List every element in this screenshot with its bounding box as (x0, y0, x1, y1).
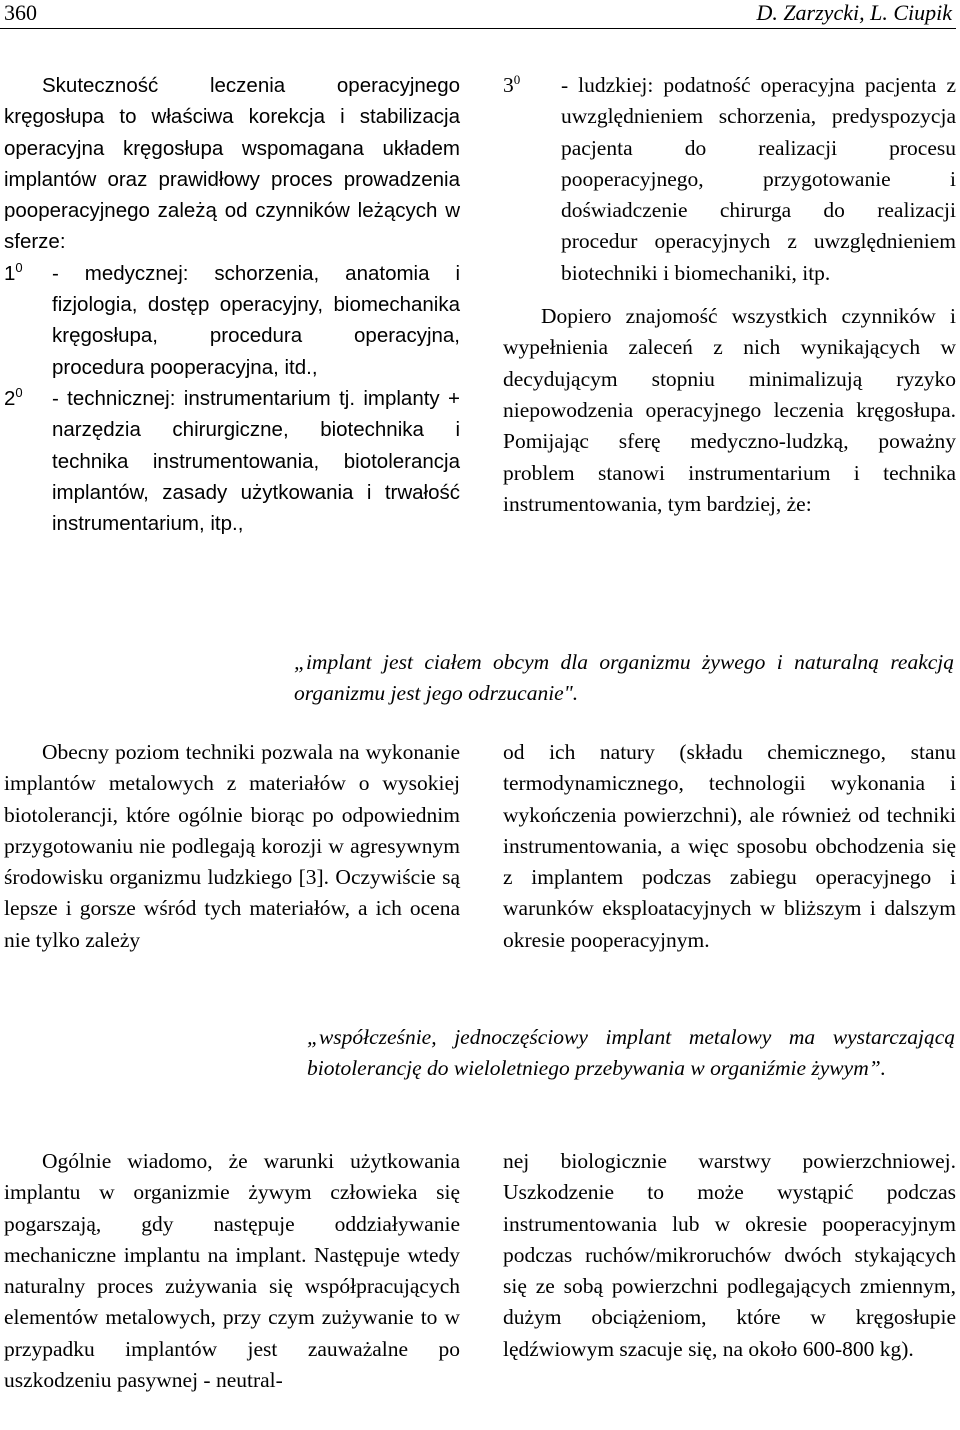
list-label: $1^0$ (4, 259, 23, 285)
list-item-text: - ludzkiej: podatność operacyjna pacjenta z uwzględnieniem schorzenia, predyspozycja pacjenta do realizacji procesu pooperacyjnego, przygotowanie i doświadczenie chirurga do realizacji procedur operacyjnych z uwzględnieniem biotechniki i biomechaniki, itp. (561, 73, 956, 285)
list-item-text: - technicznej: instrumentarium tj. implanty + narzędzia chirurgiczne, biotechnika i technika instrumentowania, biotolerancja implantów, zasady użytkowania i trwałość instrumentarium, itp., (52, 386, 460, 536)
list-item-technical (4, 383, 460, 539)
list-label: $2^0$ (4, 385, 23, 410)
list-label: $3^0$ (503, 71, 521, 97)
paragraph-continued: od ich natury (składu chemicznego, stanu termodynamicznego, technologii wykonania i wykończenia powierzchni), ale również od techniki instrumentowania, a więc sposobu obchodzenia się z implantem podczas zabiegu operacyjnego i warunków eksploatacyjnych w bliższym i dalszym okresie pooperacyjnym. (503, 740, 956, 952)
bottom-right-column (503, 1146, 956, 1365)
right-column-top (503, 70, 956, 520)
middle-left-column (4, 737, 460, 956)
middle-right-column (503, 737, 956, 956)
running-head-authors: D. Zarzycki, L. Ciupik (756, 0, 952, 25)
page-header (0, 0, 956, 29)
quote-biotolerance: „współcześnie, jednoczęściowy implant metalowy ma wystarczającą biotolerancję do wieloletniego przebywania w organiźmie żywym”. (307, 1025, 955, 1080)
paragraph-ogolnie-wiadomo: Ogólnie wiadomo, że warunki użytkowania implantu w organizmie żywym człowieka się pogarszają, gdy następuje oddziaływanie mechaniczne implantu na implant. Następuje wtedy naturalny proces zużywania się współpracujących elementów metalowych, przy czym zużywanie to w przypadku implantów jest zauważalne po uszkodzeniu pasywnej - neutral- (4, 1149, 460, 1393)
left-column-top (4, 70, 460, 539)
paragraph-continued-bottom: nej biologicznie warstwy powierzchniowej. Uszkodzenie to może wystąpić podczas instrumentowania lub w okresie pooperacyjnym podczas ruchów/mikroruchów dwóch stykających się ze sobą powierzchni podlegających zmiennym, dużym obciążeniom, które w kręgosłupie lędźwiowym szacuje się, na około 600-800 kg). (503, 1149, 956, 1361)
quote-implant-foreign-body: „implant jest ciałem obcym dla organizmu żywego i naturalną reakcją organizmu jest jego odrzucanie". (294, 650, 954, 705)
list-item-text: - medycznej: schorzenia, anatomia i fizjologia, dostęp operacyjny, biomechanika kręgosłupa, procedura operacyjna, procedura pooperacyjna, itd., (52, 261, 460, 379)
bottom-left-column (4, 1146, 460, 1396)
list-item-human (503, 70, 956, 289)
page-number: 360 (4, 0, 37, 25)
list-item-medical (4, 258, 460, 383)
paragraph-dopiero: Dopiero znajomość wszystkich czynników i wypełnienia zaleceń z nich wynikających w decydującym stopniu minimalizują ryzyko niepowodzenia operacyjnego leczenia kręgosłupa. Pomijając sferę medyczno-ludzką, poważny problem stanowi instrumentarium i technika instrumentowania, tym bardziej, że: (503, 304, 956, 516)
paragraph-obecny-poziom: Obecny poziom techniki pozwala na wykonanie implantów metalowych z materiałów o wysokiej biotolerancji, które ogólnie biorąc po odpowiednim przygotowaniu nie podlegają korozji w agresywnym środowisku organizmu ludzkiego [3]. Oczywiście są lepsze i gorsze wśród tych materiałów, a ich ocena nie tylko zależy (4, 740, 460, 952)
intro-paragraph: Skuteczność leczenia operacyjnego kręgosłupa to właściwa korekcja i stabilizacja operacyjna kręgosłupa wspomagana układem implantów oraz prawidłowy proces prowadzenia pooperacyjnego zależą od czynników leżących w sferze: (4, 74, 460, 254)
